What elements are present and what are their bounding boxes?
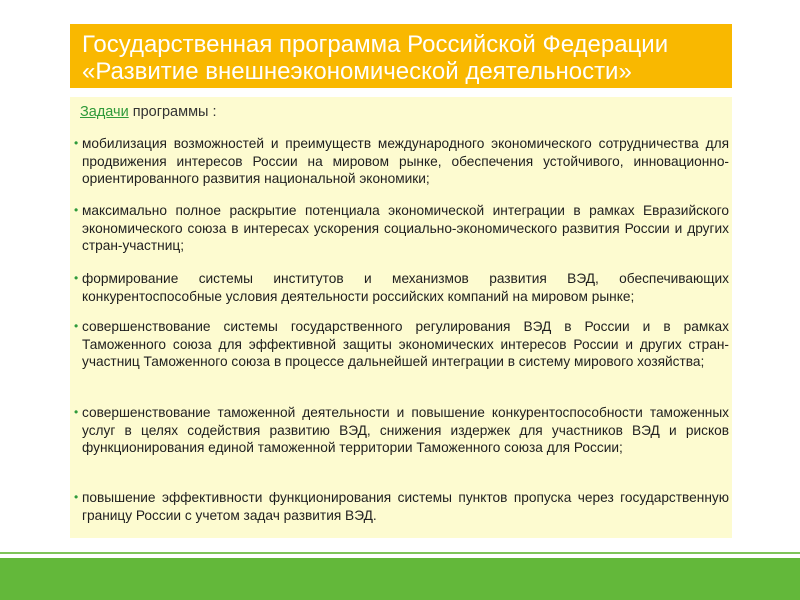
heading-rest: программы :: [128, 104, 217, 120]
list-item: [74, 318, 729, 371]
heading-accent: Задачи: [80, 104, 129, 120]
section-heading: [80, 104, 217, 120]
bullet-icon: •: [74, 136, 79, 150]
list-item-text: максимально полное раскрытие потенциала экономической интеграции в рамках Евразийского экономического союза в интересах ускорения социально-экономического развития России и других стран-участниц;: [82, 203, 729, 253]
footer-bar: [0, 558, 800, 600]
title-line-1: Государственная программа Российской Федерации: [82, 31, 669, 58]
title-line-2: «Развитие внешнеэкономической деятельности»: [82, 58, 632, 85]
list-item: [74, 270, 729, 305]
list-item: [74, 404, 729, 457]
slide-title: [70, 24, 732, 88]
list-item-text: мобилизация возможностей и преимуществ международного экономического сотрудничества для продвижения интересов России на мировом рынке, обеспечения устойчивого, инновационно-ориентированного развития национальной экономики;: [82, 136, 729, 186]
list-item-text: совершенствование системы государственного регулирования ВЭД в России и в рамках Таможенного союза для эффективной защиты экономических интересов России и других стран-участниц Таможенного союза в процессе дальнейшей интеграции в систему мирового хозяйства;: [82, 319, 729, 369]
bullet-icon: •: [74, 319, 79, 333]
bullet-icon: •: [74, 271, 79, 285]
bullet-icon: •: [74, 405, 79, 419]
bullet-icon: •: [74, 490, 79, 504]
list-item: [74, 202, 729, 255]
list-item-text: совершенствование таможенной деятельности и повышение конкурентоспособности таможенных услуг в целях содействия развитию ВЭД, снижения издержек для участников ВЭД и рисков функционирования единой таможенной территории Таможенного союза для России;: [82, 405, 729, 455]
bullet-icon: •: [74, 203, 79, 217]
footer-divider: [0, 552, 800, 554]
list-item: [74, 135, 729, 188]
list-item-text: формирование системы институтов и механизмов развития ВЭД, обеспечивающих конкурентоспособные условия деятельности российских компаний на мировом рынке;: [82, 271, 729, 304]
list-item: [74, 489, 729, 524]
list-item-text: повышение эффективности функционирования системы пунктов пропуска через государственную границу России с учетом задач развития ВЭД.: [82, 490, 729, 523]
